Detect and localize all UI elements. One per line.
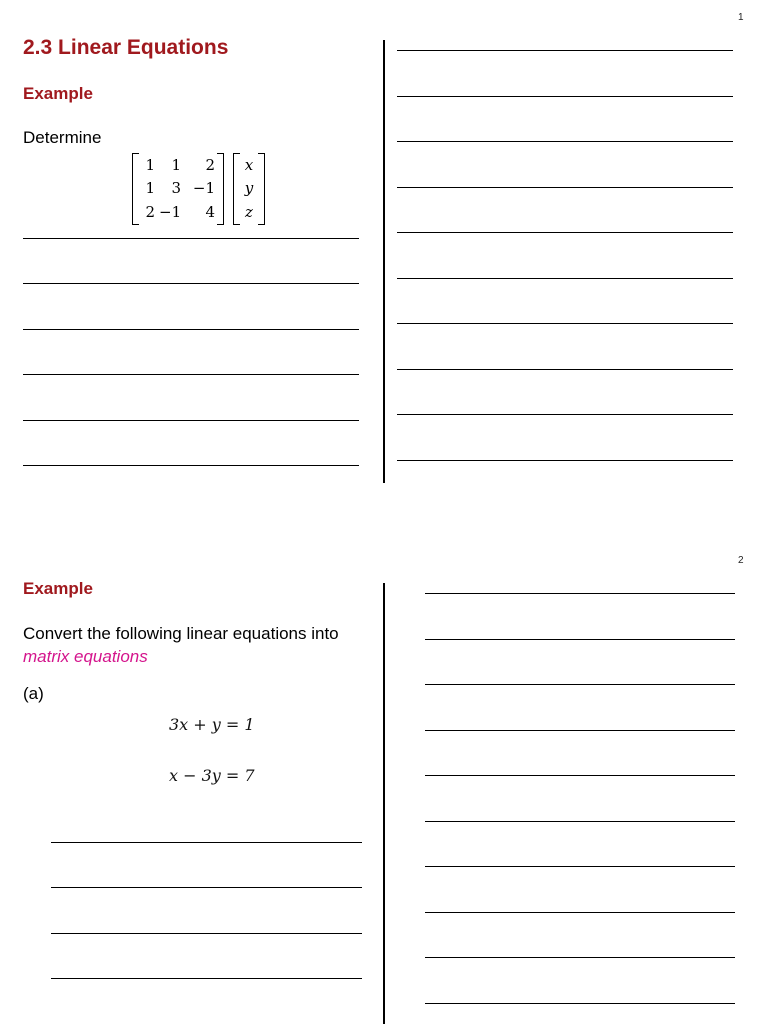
matrix-entry: −1 <box>159 202 182 221</box>
writing-line <box>425 821 735 822</box>
writing-line <box>425 775 735 776</box>
writing-line <box>425 866 735 867</box>
matrix-entry: 1 <box>145 179 155 198</box>
writing-line <box>23 465 359 466</box>
matrix-entry: 1 <box>145 156 155 174</box>
writing-line <box>425 684 735 685</box>
writing-line <box>425 639 735 640</box>
equation-2: x − 3y = 7 <box>169 766 255 785</box>
part-a-label: (a) <box>23 684 44 703</box>
matrix-entry: 3 <box>171 179 181 198</box>
column-divider <box>383 583 385 1024</box>
right-bracket <box>217 153 224 225</box>
example-heading-2: Example <box>23 579 93 598</box>
writing-line <box>397 414 733 415</box>
equation-1: 3x + y = 1 <box>169 715 255 734</box>
column-divider <box>383 40 385 483</box>
writing-line <box>23 329 359 330</box>
matrix-entry: 4 <box>205 202 215 221</box>
writing-line <box>397 96 733 97</box>
matrix-entry: 1 <box>171 156 181 174</box>
writing-line <box>397 369 733 370</box>
writing-line <box>51 887 362 888</box>
right-bracket <box>258 153 265 225</box>
matrix-entry: 2 <box>205 156 215 174</box>
vector-entry: x <box>244 156 254 174</box>
matrix-entry: −1 <box>192 179 215 198</box>
writing-line <box>397 187 733 188</box>
example-heading-1: Example <box>23 84 93 103</box>
left-bracket <box>233 153 240 225</box>
matrix-equations-emphasis: matrix equations <box>23 647 148 666</box>
writing-line <box>23 238 359 239</box>
slide-title: 2.3 Linear Equations <box>23 36 229 59</box>
determine-text: Determine <box>23 128 102 147</box>
vector-entry: z <box>245 202 253 221</box>
writing-line <box>51 842 362 843</box>
writing-line <box>51 933 362 934</box>
variable-vector <box>233 153 265 225</box>
writing-line <box>425 912 735 913</box>
writing-line <box>51 978 362 979</box>
writing-line <box>425 957 735 958</box>
writing-line <box>397 460 733 461</box>
vector-entry: y <box>244 179 254 198</box>
convert-instruction: Convert the following linear equations into <box>23 624 339 643</box>
writing-line <box>397 323 733 324</box>
writing-line <box>397 232 733 233</box>
vector-entries <box>240 153 258 225</box>
writing-line <box>23 283 359 284</box>
writing-line <box>425 593 735 594</box>
left-bracket <box>132 153 139 225</box>
page-number-1: 1 <box>738 12 744 23</box>
writing-line <box>397 50 733 51</box>
writing-line <box>425 1003 735 1004</box>
writing-line <box>397 141 733 142</box>
writing-line <box>23 374 359 375</box>
writing-line <box>425 730 735 731</box>
writing-line <box>397 278 733 279</box>
writing-line <box>23 420 359 421</box>
matrix-entry: 2 <box>145 202 155 221</box>
coefficient-matrix <box>132 153 224 225</box>
page-number-2: 2 <box>738 555 744 566</box>
matrix-entries <box>139 153 217 225</box>
